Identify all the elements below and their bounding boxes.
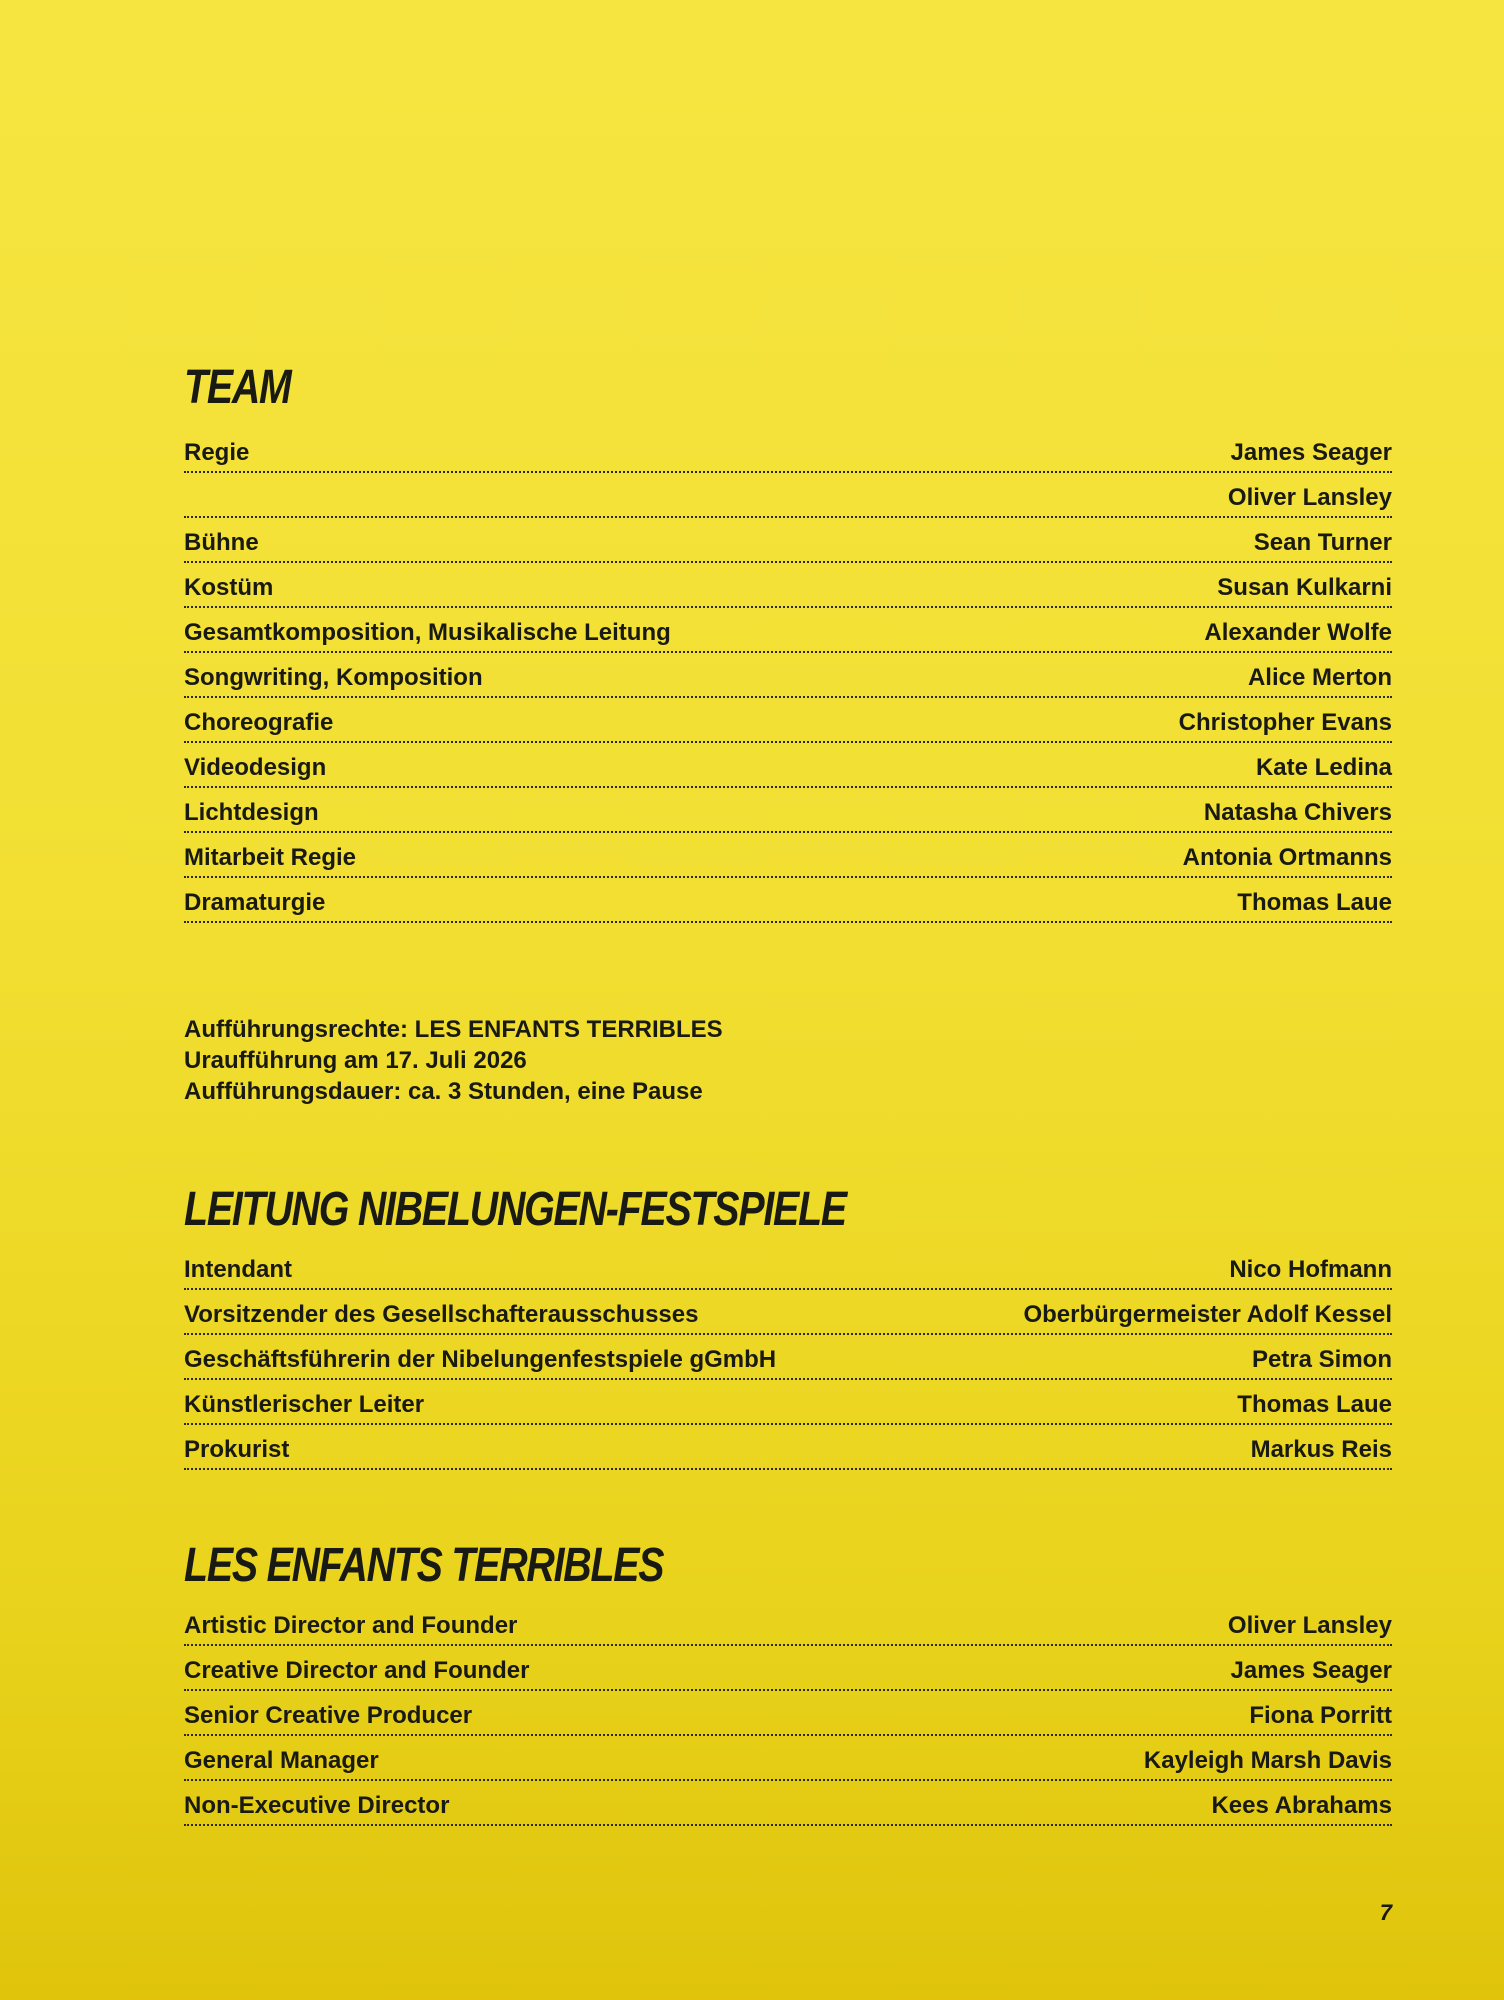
credit-row <box>184 833 1392 878</box>
credit-row <box>184 473 1392 518</box>
credit-role: Songwriting, Komposition <box>184 664 483 691</box>
page-number: 7 <box>1379 1900 1392 1925</box>
credit-name: Alexander Wolfe <box>1204 619 1392 646</box>
credit-row <box>184 743 1392 788</box>
credit-name: Thomas Laue <box>1237 1391 1392 1418</box>
credit-role: Mitarbeit Regie <box>184 844 357 871</box>
credit-name: Christopher Evans <box>1178 709 1392 736</box>
rights-note: Aufführungsrechte: LES ENFANTS TERRIBLES <box>184 1016 723 1043</box>
credit-role: Choreografie <box>184 709 334 736</box>
credit-role: Prokurist <box>184 1436 290 1463</box>
credit-name: Natasha Chivers <box>1203 799 1392 826</box>
credit-row <box>184 1691 1392 1736</box>
credit-name: Oberbürgermeister Adolf Kessel <box>1023 1301 1392 1328</box>
credit-row <box>184 563 1392 608</box>
credit-row <box>184 1335 1392 1380</box>
credit-name: Petra Simon <box>1251 1346 1392 1373</box>
credit-row <box>184 1380 1392 1425</box>
enfants-list <box>184 1601 1392 1826</box>
credit-name: Oliver Lansley <box>1227 1612 1392 1639</box>
team-list <box>184 428 1392 923</box>
credit-row <box>184 1425 1392 1470</box>
credit-name: James Seager <box>1230 1657 1392 1684</box>
credit-row <box>184 878 1392 923</box>
credit-role: Kostüm <box>184 574 274 601</box>
credit-role: Senior Creative Producer <box>184 1702 473 1729</box>
premiere-note: Uraufführung am 17. Juli 2026 <box>184 1047 527 1074</box>
credit-name: Sean Turner <box>1253 529 1392 556</box>
credit-name: Nico Hofmann <box>1229 1256 1392 1283</box>
credit-row <box>184 698 1392 743</box>
enfants-heading: LES ENFANTS TERRIBLES <box>184 1539 664 1592</box>
credit-row <box>184 1601 1392 1646</box>
credit-row <box>184 1290 1392 1335</box>
credit-role: Artistic Director and Founder <box>184 1612 518 1639</box>
credit-row <box>184 1781 1392 1826</box>
credit-role: Bühne <box>184 529 259 556</box>
credit-role: Intendant <box>184 1256 292 1283</box>
credit-role: Lichtdesign <box>184 799 319 826</box>
credit-role: Creative Director and Founder <box>184 1657 530 1684</box>
credit-name: Fiona Porritt <box>1249 1702 1392 1729</box>
credit-role: Regie <box>184 439 250 466</box>
credit-row <box>184 1245 1392 1290</box>
team-heading: TEAM <box>184 361 291 414</box>
credit-row <box>184 1646 1392 1691</box>
leitung-list <box>184 1245 1392 1470</box>
credit-name: Kate Ledina <box>1255 754 1392 781</box>
credit-row <box>184 608 1392 653</box>
credit-name: James Seager <box>1230 439 1392 466</box>
credit-name: Antonia Ortmanns <box>1182 844 1392 871</box>
credit-row <box>184 428 1392 473</box>
credit-name: Susan Kulkarni <box>1217 574 1392 601</box>
credit-role: Vorsitzender des Gesellschafterausschusses <box>184 1301 699 1328</box>
credit-row <box>184 518 1392 563</box>
credit-row <box>184 1736 1392 1781</box>
credit-role: Gesamtkomposition, Musikalische Leitung <box>184 619 671 646</box>
credit-role: Künstlerischer Leiter <box>184 1391 425 1418</box>
credit-role: Non-Executive Director <box>184 1792 450 1819</box>
credit-name: Oliver Lansley <box>1227 484 1392 511</box>
performance-notes <box>184 1014 723 1107</box>
credit-row <box>184 653 1392 698</box>
credit-name: Kees Abrahams <box>1211 1792 1392 1819</box>
credit-role: Geschäftsführerin der Nibelungenfestspiele gGmbH <box>184 1346 777 1373</box>
duration-note: Aufführungsdauer: ca. 3 Stunden, eine Pause <box>184 1078 703 1105</box>
credit-name: Alice Merton <box>1247 664 1392 691</box>
leitung-heading: LEITUNG NIBELUNGEN-FESTSPIELE <box>184 1183 846 1236</box>
credit-name: Kayleigh Marsh Davis <box>1143 1747 1392 1774</box>
credit-name: Markus Reis <box>1250 1436 1392 1463</box>
credit-name: Thomas Laue <box>1237 889 1392 916</box>
credit-row <box>184 788 1392 833</box>
credit-role: General Manager <box>184 1747 379 1774</box>
credit-role: Videodesign <box>184 754 327 781</box>
credit-role: Dramaturgie <box>184 889 326 916</box>
